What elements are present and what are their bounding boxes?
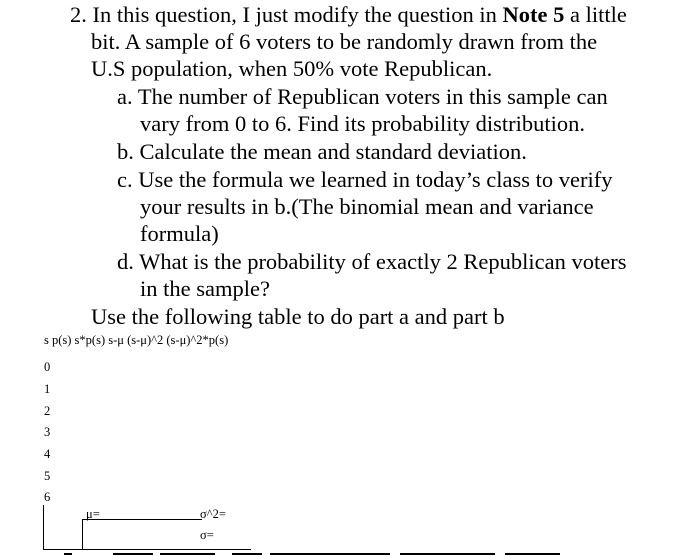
- table-row-label: 6: [44, 490, 51, 504]
- part-a-line-1: a. The number of Republican voters in this sample can: [117, 84, 608, 109]
- part-a-line-2: vary from 0 to 6. Find its probability distribution.: [140, 111, 585, 136]
- part-d-line-2: in the sample?: [140, 276, 270, 301]
- mean-label: μ=: [86, 507, 100, 521]
- table-left-border: [43, 505, 44, 550]
- part-c-line-2: your results in b.(The binomial mean and variance: [140, 194, 594, 219]
- part-c-line-3: formula): [140, 221, 219, 246]
- question-line-1: 2. In this question, I just modify the question in Note 5 a little: [70, 2, 627, 27]
- variance-label: σ^2=: [200, 507, 226, 521]
- part-d-line-1: d. What is the probability of exactly 2 Republican voters: [117, 249, 627, 274]
- question-number: 2.: [70, 2, 87, 27]
- part-d-label: d.: [117, 249, 134, 274]
- table-row-label: 2: [44, 404, 51, 418]
- part-a-label: a.: [117, 84, 133, 109]
- table-bottom-border: [43, 549, 251, 550]
- table-header: s p(s) s*p(s) s-μ (s-μ)^2 (s-μ)^2*p(s): [44, 333, 229, 347]
- part-c-label: c.: [117, 167, 133, 192]
- summary-box-top: [82, 519, 202, 520]
- table-row-label: 3: [44, 425, 51, 439]
- part-c-line-1: c. Use the formula we learned in today’s class to verify: [117, 167, 613, 192]
- table-row-label: 0: [44, 360, 51, 374]
- std-dev-label: σ=: [200, 528, 214, 542]
- summary-box-left: [82, 519, 83, 549]
- table-row-label: 1: [44, 382, 51, 396]
- table-row-label: 5: [44, 469, 51, 483]
- note-reference: Note 5: [502, 2, 565, 27]
- question-line-3: U.S population, when 50% vote Republican.: [91, 56, 493, 81]
- part-b-line-1: b. Calculate the mean and standard deviation.: [117, 139, 527, 164]
- table-instruction: Use the following table to do part a and part b: [91, 304, 505, 329]
- table-row-label: 4: [44, 447, 51, 461]
- question-line-2: bit. A sample of 6 voters to be randomly drawn from the: [91, 29, 598, 54]
- part-b-label: b.: [117, 139, 134, 164]
